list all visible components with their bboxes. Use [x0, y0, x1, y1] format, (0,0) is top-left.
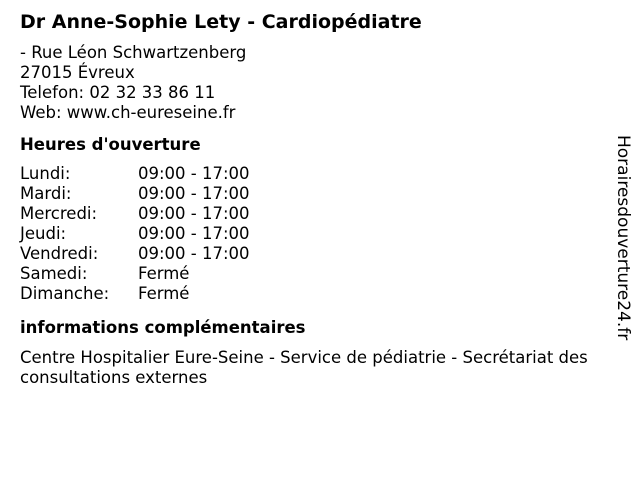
opening-hours-heading: Heures d'ouverture	[20, 135, 201, 154]
hours-row	[20, 224, 610, 244]
hours-time: 09:00 - 17:00	[138, 224, 250, 243]
hours-day: Lundi:	[20, 164, 71, 183]
address-street: - Rue Léon Schwartzenberg	[20, 43, 247, 62]
phone-number: Telefon: 02 32 33 86 11	[20, 83, 216, 102]
hours-day: Mardi:	[20, 184, 72, 203]
hours-time: Fermé	[138, 264, 190, 283]
hours-row	[20, 204, 610, 224]
hours-time: 09:00 - 17:00	[138, 184, 250, 203]
hours-time: Fermé	[138, 284, 190, 303]
opening-hours-table	[20, 164, 610, 304]
hours-row	[20, 284, 610, 304]
additional-info-heading: informations complémentaires	[20, 318, 306, 337]
page-title: Dr Anne-Sophie Lety - Cardiopédiatre	[20, 11, 422, 33]
additional-info-text: Centre Hospitalier Eure-Seine - Service de pédiatrie - Secrétariat des consultations externes	[20, 348, 588, 387]
hours-time: 09:00 - 17:00	[138, 244, 250, 263]
hours-row	[20, 164, 610, 184]
hours-day: Vendredi:	[20, 244, 99, 263]
hours-time: 09:00 - 17:00	[138, 164, 250, 183]
hours-row	[20, 184, 610, 204]
hours-day: Samedi:	[20, 264, 88, 283]
hours-time: 09:00 - 17:00	[138, 204, 250, 223]
address-block	[20, 43, 610, 123]
hours-day: Dimanche:	[20, 284, 110, 303]
practice-info	[20, 10, 610, 388]
site-watermark: Horairesdouverture24.fr	[613, 135, 633, 341]
hours-day: Mercredi:	[20, 204, 98, 223]
hours-row	[20, 244, 610, 264]
hours-day: Jeudi:	[20, 224, 67, 243]
website: Web: www.ch-eureseine.fr	[20, 103, 236, 122]
address-city: 27015 Évreux	[20, 63, 135, 82]
hours-row	[20, 264, 610, 284]
